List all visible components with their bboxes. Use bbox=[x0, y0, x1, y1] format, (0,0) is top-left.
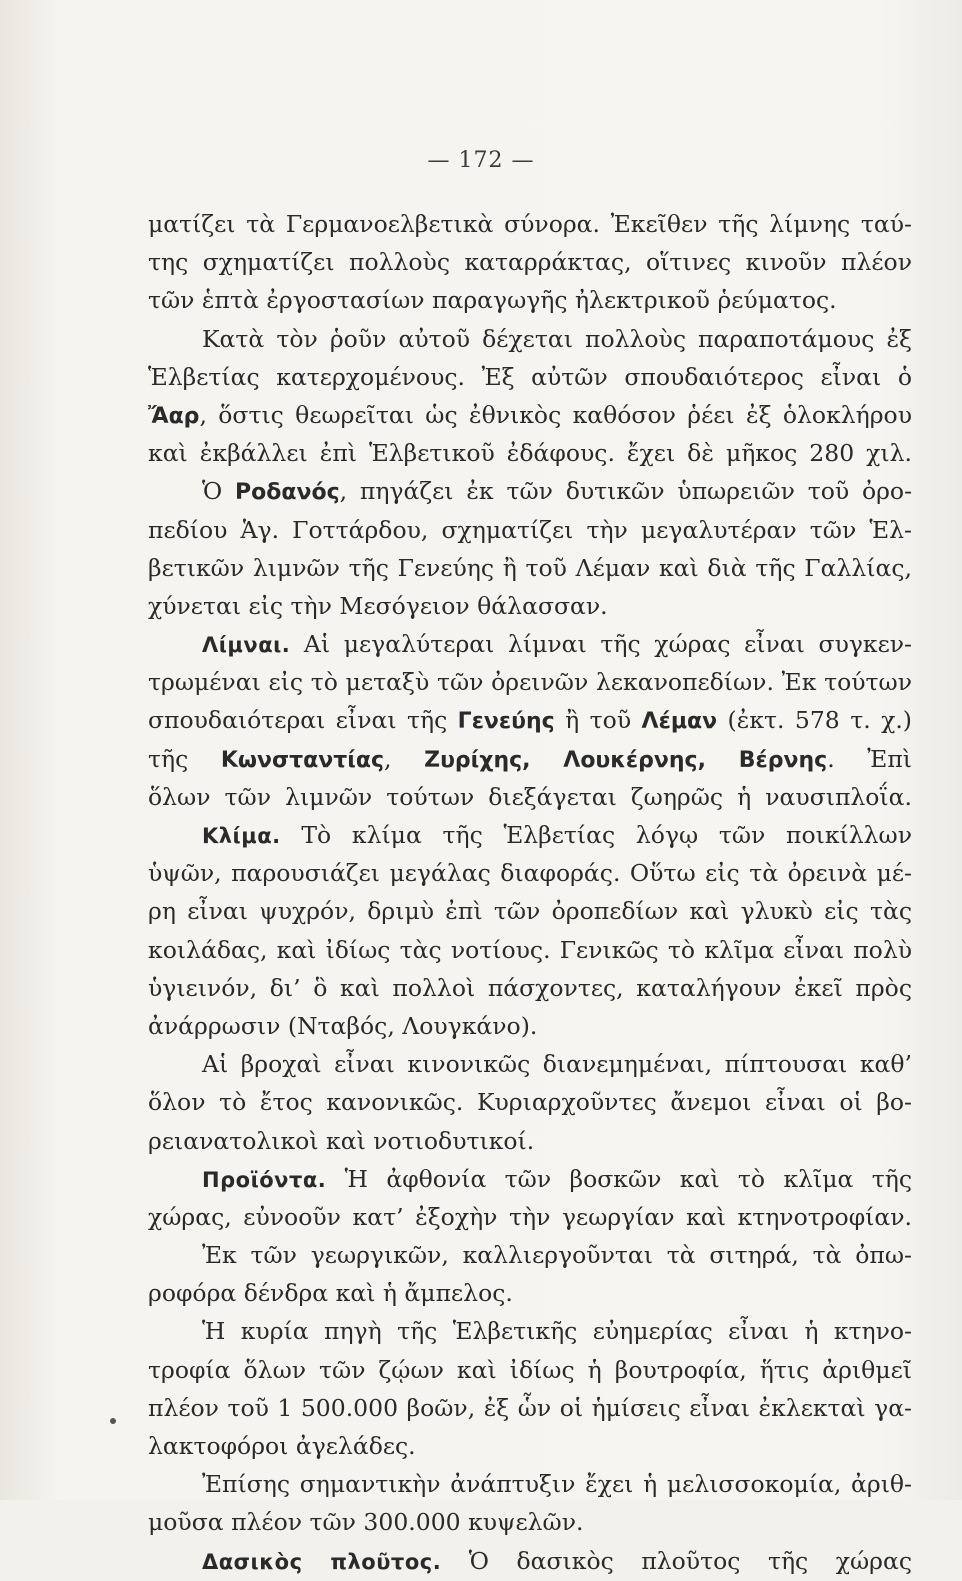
line-text: κοιλάδας, καὶ ἰδίως τὰς νοτίους. Γενικῶς τὸ κλῖμα εἶναι πολὺ bbox=[148, 935, 912, 964]
bold-term: Λέμαν bbox=[641, 709, 718, 735]
text-line bbox=[148, 625, 912, 663]
text-line bbox=[148, 1236, 912, 1274]
text-line bbox=[148, 320, 912, 358]
text-line bbox=[148, 1465, 912, 1503]
line-text: ἢ τοῦ bbox=[554, 706, 642, 735]
line-text: Ἡ κυρία πηγὴ τῆς Ἑλβετικῆς εὐημερίας εἶναι ἡ κτηνο- bbox=[202, 1317, 912, 1346]
line-text: Ἐκ τῶν γεωργικῶν, καλλιεργοῦνται τὰ σιτηρά, τὰ ὀπω- bbox=[202, 1241, 912, 1270]
line-text: ὅλον τὸ ἔτος κανονικῶς. Κυριαρχοῦντες ἄνεμοι εἶναι οἱ βο- bbox=[148, 1088, 912, 1117]
line-text: λακτοφόροι ἀγελάδες. bbox=[148, 1432, 416, 1460]
line-text: Ὁ δασικὸς πλοῦτος τῆς χώρας bbox=[441, 1546, 913, 1575]
text-line bbox=[148, 854, 912, 892]
text-line bbox=[148, 472, 912, 510]
text-line bbox=[148, 358, 912, 396]
text-line bbox=[148, 1045, 912, 1083]
line-text: . Ἐπὶ bbox=[827, 744, 912, 773]
text-line bbox=[148, 740, 912, 778]
line-text: ματίζει τὰ Γερμανοελβετικὰ σύνορα. Ἐκεῖθεν τῆς λίμνης ταύ- bbox=[148, 210, 912, 238]
line-text: ρη εἶναι ψυχρόν, δριμὺ ἐπὶ τῶν ὀροπεδίων καὶ γλυκὺ εἰς τὰς bbox=[148, 897, 912, 926]
page-number: — 172 — bbox=[427, 148, 535, 173]
bold-term: Ροδανός bbox=[235, 480, 340, 506]
bold-term: Ζυρίχης, Λουκέρνης, Βέρνης bbox=[424, 747, 828, 773]
text-line bbox=[148, 243, 912, 281]
line-text: Ὁ bbox=[202, 477, 236, 506]
text-line bbox=[148, 663, 912, 701]
line-text: μοῦσα πλέον τῶν 300.000 κυψελῶν. bbox=[148, 1508, 584, 1537]
section-heading: Δασικὸς πλοῦτος. bbox=[202, 1549, 442, 1574]
text-line bbox=[148, 931, 912, 969]
line-text: Ἑλβετίας κατερχομένους. Ἐξ αὐτῶν σπουδαιότερος εἶναι ὁ bbox=[148, 362, 912, 391]
text-line bbox=[148, 778, 912, 816]
section-heading: Λίμναι. bbox=[202, 633, 291, 658]
line-text: πλέον τοῦ 1 500.000 βοῶν, ἐξ ὧν οἱ ἡμίσεις εἶναι ἐκλεκταὶ γα- bbox=[148, 1393, 912, 1422]
bold-term: Ἄαρ bbox=[148, 403, 200, 429]
text-line bbox=[148, 1007, 912, 1045]
line-text: τρωμέναι εἰς τὸ μεταξὺ τῶν ὀρεινῶν λεκανοπεδίων. Ἐκ τούτων bbox=[148, 668, 912, 697]
line-text: Αἱ μεγαλύτεραι λίμναι τῆς χώρας εἶναι συγκεν- bbox=[290, 630, 912, 659]
text-line bbox=[148, 205, 912, 243]
text-line bbox=[148, 1083, 912, 1121]
text-line bbox=[148, 969, 912, 1007]
line-text: χώρας, εὐνοοῦν κατ’ ἐξοχὴν τὴν γεωργίαν καὶ κτηνοτροφίαν. bbox=[148, 1202, 912, 1231]
text-line bbox=[148, 1274, 912, 1312]
text-line bbox=[148, 1198, 912, 1236]
body-text bbox=[148, 205, 912, 1580]
section-heading: Προϊόντα. bbox=[202, 1167, 327, 1192]
text-line bbox=[148, 549, 912, 587]
ink-spot bbox=[110, 1418, 116, 1424]
line-text: χύνεται εἰς τὴν Μεσόγειον θάλασσαν. bbox=[148, 591, 608, 620]
line-text: Ἐπίσης σημαντικὴν ἀνάπτυξιν ἔχει ἡ μελισσοκομία, ἀριθ- bbox=[202, 1470, 912, 1499]
text-line bbox=[148, 1389, 912, 1427]
text-line bbox=[148, 396, 912, 434]
line-text: ἀνάρρωσιν (Νταβός, Λουγκάνο). bbox=[148, 1011, 538, 1040]
line-text: καὶ ἐκβάλλει ἐπὶ Ἑλβετικοῦ ἐδάφους. ἔχει δὲ μῆκος 280 χιλ. bbox=[148, 439, 912, 468]
text-line bbox=[148, 1122, 912, 1160]
text-line bbox=[148, 701, 912, 739]
line-text: Τὸ κλίμα τῆς Ἑλβετίας λόγῳ τῶν ποικίλλων bbox=[280, 821, 912, 849]
bold-term: Κωνσταντίας bbox=[220, 747, 385, 773]
line-text: , bbox=[384, 744, 425, 773]
line-text: τῆς bbox=[148, 744, 221, 773]
text-line bbox=[148, 511, 912, 549]
line-text: ροφόρα δένδρα καὶ ἡ ἄμπελος. bbox=[148, 1279, 513, 1308]
line-text: Κατὰ τὸν ῥοῦν αὐτοῦ δέχεται πολλοὺς παραποτάμους ἐξ bbox=[202, 324, 912, 353]
line-text: τροφία ὅλων τῶν ζῴων καὶ ἰδίως ἡ βουτροφία, ἥτις ἀριθμεῖ bbox=[148, 1355, 912, 1384]
text-line bbox=[148, 587, 912, 625]
line-text: Αἱ βροχαὶ εἶναι κινονικῶς διανεμημέναι, πίπτουσαι καθ’ bbox=[202, 1050, 912, 1079]
line-text: , πηγάζει ἐκ τῶν δυτικῶν ὑπωρειῶν τοῦ ὀρο- bbox=[339, 477, 913, 506]
line-text: της σχηματίζει πολλοὺς καταρράκτας, οἵτινες κινοῦν πλέον bbox=[148, 248, 912, 277]
text-line bbox=[148, 1351, 912, 1389]
line-text: πεδίου Ἁγ. Γοττάρδου, σχηματίζει τὴν μεγαλυτέραν τῶν Ἑλ- bbox=[148, 515, 912, 544]
line-text: ὅλων τῶν λιμνῶν τούτων διεξάγεται ζωηρῶς ἡ ναυσιπλοΐα. bbox=[148, 782, 912, 811]
line-text: ὑγιεινόν, δι’ ὃ καὶ πολλοὶ πάσχοντες, καταλήγουν ἐκεῖ πρὸς bbox=[148, 973, 912, 1002]
line-text: Ἡ ἀφθονία τῶν βοσκῶν καὶ τὸ κλῖμα τῆς bbox=[326, 1164, 912, 1193]
section-heading: Κλίμα. bbox=[202, 824, 281, 848]
line-text: τῶν ἑπτὰ ἐργοστασίων παραγωγῆς ἠλεκτρικοῦ ῥεύματος. bbox=[148, 286, 837, 315]
text-line bbox=[148, 434, 912, 472]
bold-term: Γενεύης bbox=[457, 709, 555, 735]
line-text: ὑψῶν, παρουσιάζει μεγάλας διαφοράς. Οὕτω εἰς τὰ ὀρεινὰ μέ- bbox=[148, 859, 912, 888]
text-line bbox=[148, 1427, 912, 1465]
text-line bbox=[148, 816, 912, 854]
text-line bbox=[148, 1503, 912, 1541]
text-line bbox=[148, 1312, 912, 1350]
text-line bbox=[148, 281, 912, 319]
text-line bbox=[148, 1542, 912, 1580]
line-text: βετικῶν λιμνῶν τῆς Γενεύης ἢ τοῦ Λέμαν καὶ διὰ τῆς Γαλλίας, bbox=[148, 553, 912, 582]
text-line bbox=[148, 1160, 912, 1198]
line-text: (ἐκτ. 578 τ. χ.) bbox=[717, 706, 912, 735]
line-text: ρειανατολικοὶ καὶ νοτιοδυτικοί. bbox=[148, 1126, 535, 1155]
line-text: σπουδαιότεραι εἶναι τῆς bbox=[148, 706, 458, 735]
text-line bbox=[148, 892, 912, 930]
line-text: , ὅστις θεωρεῖται ὡς ἐθνικὸς καθόσον ῥέει ἐξ ὁλοκλήρου bbox=[199, 400, 912, 429]
